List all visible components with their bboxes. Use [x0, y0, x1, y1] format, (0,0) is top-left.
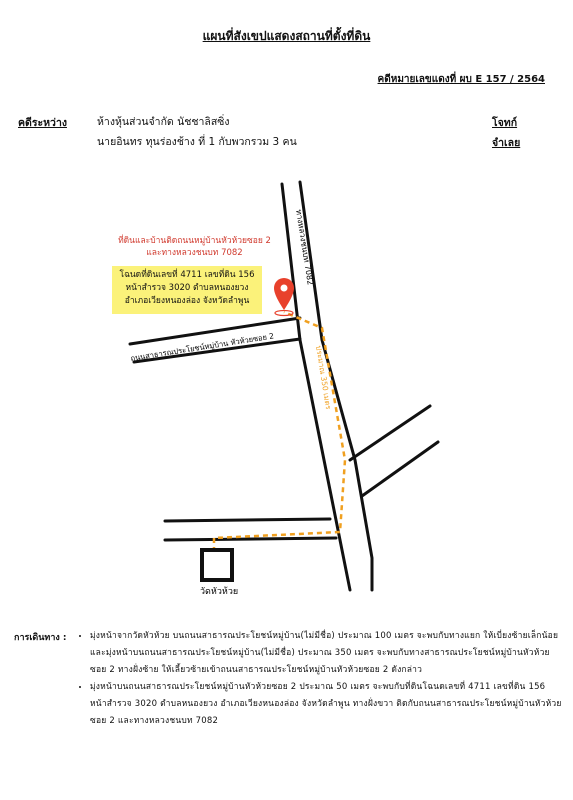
- route-label: การเดินทาง :: [14, 633, 67, 643]
- defendant-role: จำเลย: [492, 137, 521, 149]
- route-step: • มุ่งหน้าจากวัดหัวห้วย บนถนนสาธารณประโยชน์หมู่บ้าน(ไม่มีชื่อ) ประมาณ 100 เมตร จะพบกับทางแยก ให้เบี่ยงซ้ายเล็กน้อย และมุ่งหน้าบนถนนสาธารณประโยชน์หมู่บ้าน(ไม่มีชื่อ) ประมาณ 350 เมตร จะพบกับทางสาธารณประโยชน์หมู่บ้านหัวห้วยซอย 2 ทางฝั่งซ้าย ให้เลี้ยวซ้ายเข้าถนนสาธารณประโยชน์หมู่บ้านหัวห้วยซอย 2 ดังกล่าว: [90, 628, 562, 679]
- land-label: [112, 235, 277, 259]
- distance-label: ประมาณ 350 เมตร: [314, 344, 333, 410]
- parties-label: คดีระหว่าง: [18, 117, 67, 129]
- soi-road-label: ถนนสาธารณประโยชน์หมู่บ้าน หัวห้วยซอย 2: [129, 331, 275, 363]
- deed-line: อำเภอเวียงหนองล่อง จังหวัดลำพูน: [124, 296, 250, 306]
- plaintiff-role: โจทก์: [492, 117, 518, 129]
- temple-label: วัดหัวห้วย: [200, 587, 239, 597]
- land-label-line: และทางหลวงชนบท 7082: [146, 248, 243, 258]
- case-number: คดีหมายเลขแดงที่ ผบ E 157 / 2564: [377, 74, 545, 85]
- location-map: [0, 170, 573, 610]
- deed-line: หน้าสำรวจ 3020 ตำบลหนองยวง: [125, 283, 249, 293]
- road-edge: [282, 184, 350, 590]
- page-title: แผนที่สังเขปแสดงสถานที่ตั้งที่ดิน: [202, 29, 371, 43]
- deed-box: [112, 266, 262, 314]
- rural-road-label: ทางหลวงชนบท 7082: [294, 208, 315, 286]
- land-label-line: ที่ดินและบ้านติดถนนหมู่บ้านหัวห้วยซอย 2: [118, 236, 271, 246]
- defendant-name: นายอินทร ทุนร่องช้าง ที่ 1 กับพวกรวม 3 คน: [97, 136, 297, 148]
- road-edge: [165, 538, 336, 540]
- road-edge: [165, 519, 330, 521]
- plaintiff-name: ห้างหุ้นส่วนจำกัด นัชชาลิสซิ่ง: [97, 116, 230, 128]
- location-pin-icon: [274, 278, 294, 316]
- deed-line: โฉนดที่ดินเลขที่ 4711 เลขที่ดิน 156: [119, 270, 255, 280]
- route-step: • มุ่งหน้าบนถนนสาธารณประโยชน์หมู่บ้านหัวห้วยซอย 2 ประมาณ 50 เมตร จะพบกับที่ดินโฉนดเลขที่ 4711 เลขที่ดิน 156 หน้าสำรวจ 3020 ตำบลหนองยวง อำเภอเวียงหนองล่อง จังหวัดลำพูน ทางฝั่งขวา ติดกับถนนสาธารณประโยชน์หมู่บ้านหัวห้วยซอย 2 และทางหลวงชนบท 7082: [90, 679, 562, 730]
- road-edge: [362, 442, 438, 496]
- road-edge: [300, 182, 372, 590]
- route-steps: [80, 628, 562, 730]
- temple-marker: [202, 550, 232, 580]
- road-edge: [350, 406, 430, 460]
